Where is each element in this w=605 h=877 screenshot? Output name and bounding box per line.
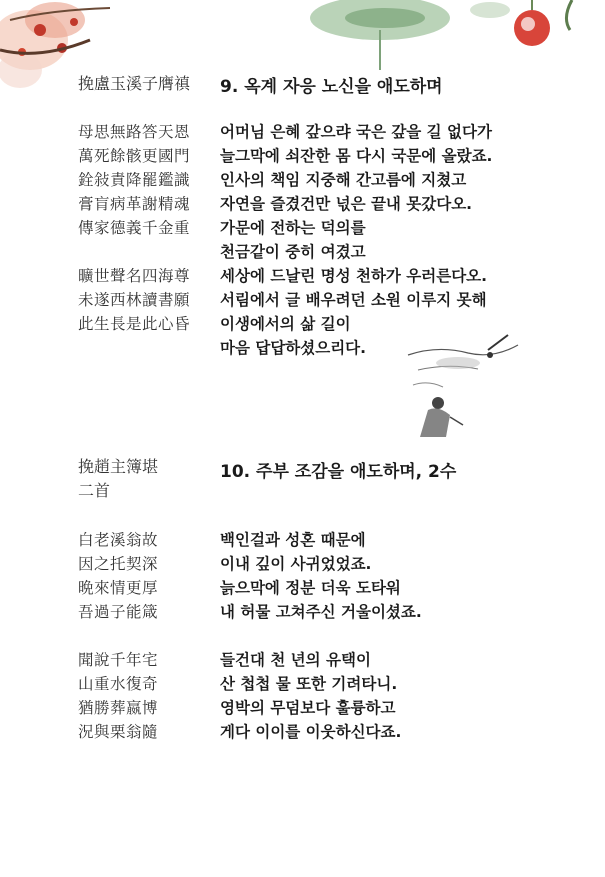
korean-line: 세상에 드날린 명성 천하가 우러른다오. [220,267,488,285]
korean-line: 영박의 무덤보다 훌륭하고 [220,699,396,717]
hanja-line: 此生長是此心昏 [78,315,191,333]
korean-line: 어머님 은혜 갚으랴 국은 갚을 길 없다가 [220,123,492,141]
poem10-title-hanja-1: 挽趙主簿堪 [78,457,159,476]
poem10-stanza1-korean [220,528,422,624]
korean-line: 내 허물 고쳐주신 거울이셨죠. [220,603,422,621]
hanja-line: 傳家德義千金重 [78,219,191,237]
korean-line: 이생에서의 삶 길이 [220,315,351,333]
poem9-korean-block [220,120,492,360]
korean-line: 가문에 전하는 덕의를 [220,219,366,237]
korean-line: 천금같이 중히 여겼고 [220,243,366,261]
hanja-line: 萬死餘骸更國門 [78,147,191,165]
korean-line: 이내 깊이 사귀었었죠. [220,555,372,573]
korean-line: 마음 답답하셨으리다. [220,339,367,357]
korean-line: 자연을 즐겼건만 넋은 끝내 못갔다오. [220,195,473,213]
hanja-line: 聞說千年宅 [78,651,159,669]
hanja-line: 曠世聲名四海尊 [78,267,191,285]
hanja-line-blank [78,240,190,264]
korean-line: 산 첩첩 물 또한 기려타니. [220,675,398,693]
korean-line: 늙으막에 정분 더욱 도타워 [220,579,401,597]
korean-line: 게다 이이를 이웃하신다죠. [220,723,402,741]
korean-line: 늘그막에 쇠잔한 몸 다시 국문에 올랐죠. [220,147,493,165]
poem9-hanja-block [78,120,190,336]
poem10-stanza2-korean [220,648,401,744]
hanja-line: 山重水復奇 [78,675,159,693]
poem10-stanza1-hanja [78,528,158,624]
hanja-line: 銓敍責降罷鑑識 [78,171,191,189]
hanja-line: 母思無路答天恩 [78,123,191,141]
poem9-title-hanja: 挽盧玉溪子膺禛 [78,74,191,93]
poem10-stanza2-hanja [78,648,158,744]
hanja-line: 晩來情更厚 [78,579,159,597]
hanja-line: 膏肓病革謝精魂 [78,195,191,213]
korean-line: 인사의 책임 지중해 간고름에 지쳤고 [220,171,467,189]
hanja-line: 猶勝葬嬴博 [78,699,159,717]
hanja-line: 況與栗翁隨 [78,723,159,741]
poem10-title-korean: 10. 주부 조감을 애도하며, 2수 [220,462,457,482]
lotus-leaf-art [300,0,605,70]
scholar-ink-art [398,325,528,440]
hanja-line: 白老溪翁故 [78,531,159,549]
hanja-line: 因之托契深 [78,555,159,573]
hanja-line: 吾過子能箴 [78,603,159,621]
poem10-title-hanja-2: 二首 [78,481,111,500]
poem9-title-korean: 9. 옥계 자응 노신을 애도하며 [220,77,443,97]
korean-line: 들건대 천 년의 유택이 [220,651,371,669]
korean-line: 서림에서 글 배우려던 소원 이루지 못해 [220,291,487,309]
korean-line: 백인걸과 성혼 때문에 [220,531,366,549]
hanja-line: 未遂西林讀書願 [78,291,191,309]
